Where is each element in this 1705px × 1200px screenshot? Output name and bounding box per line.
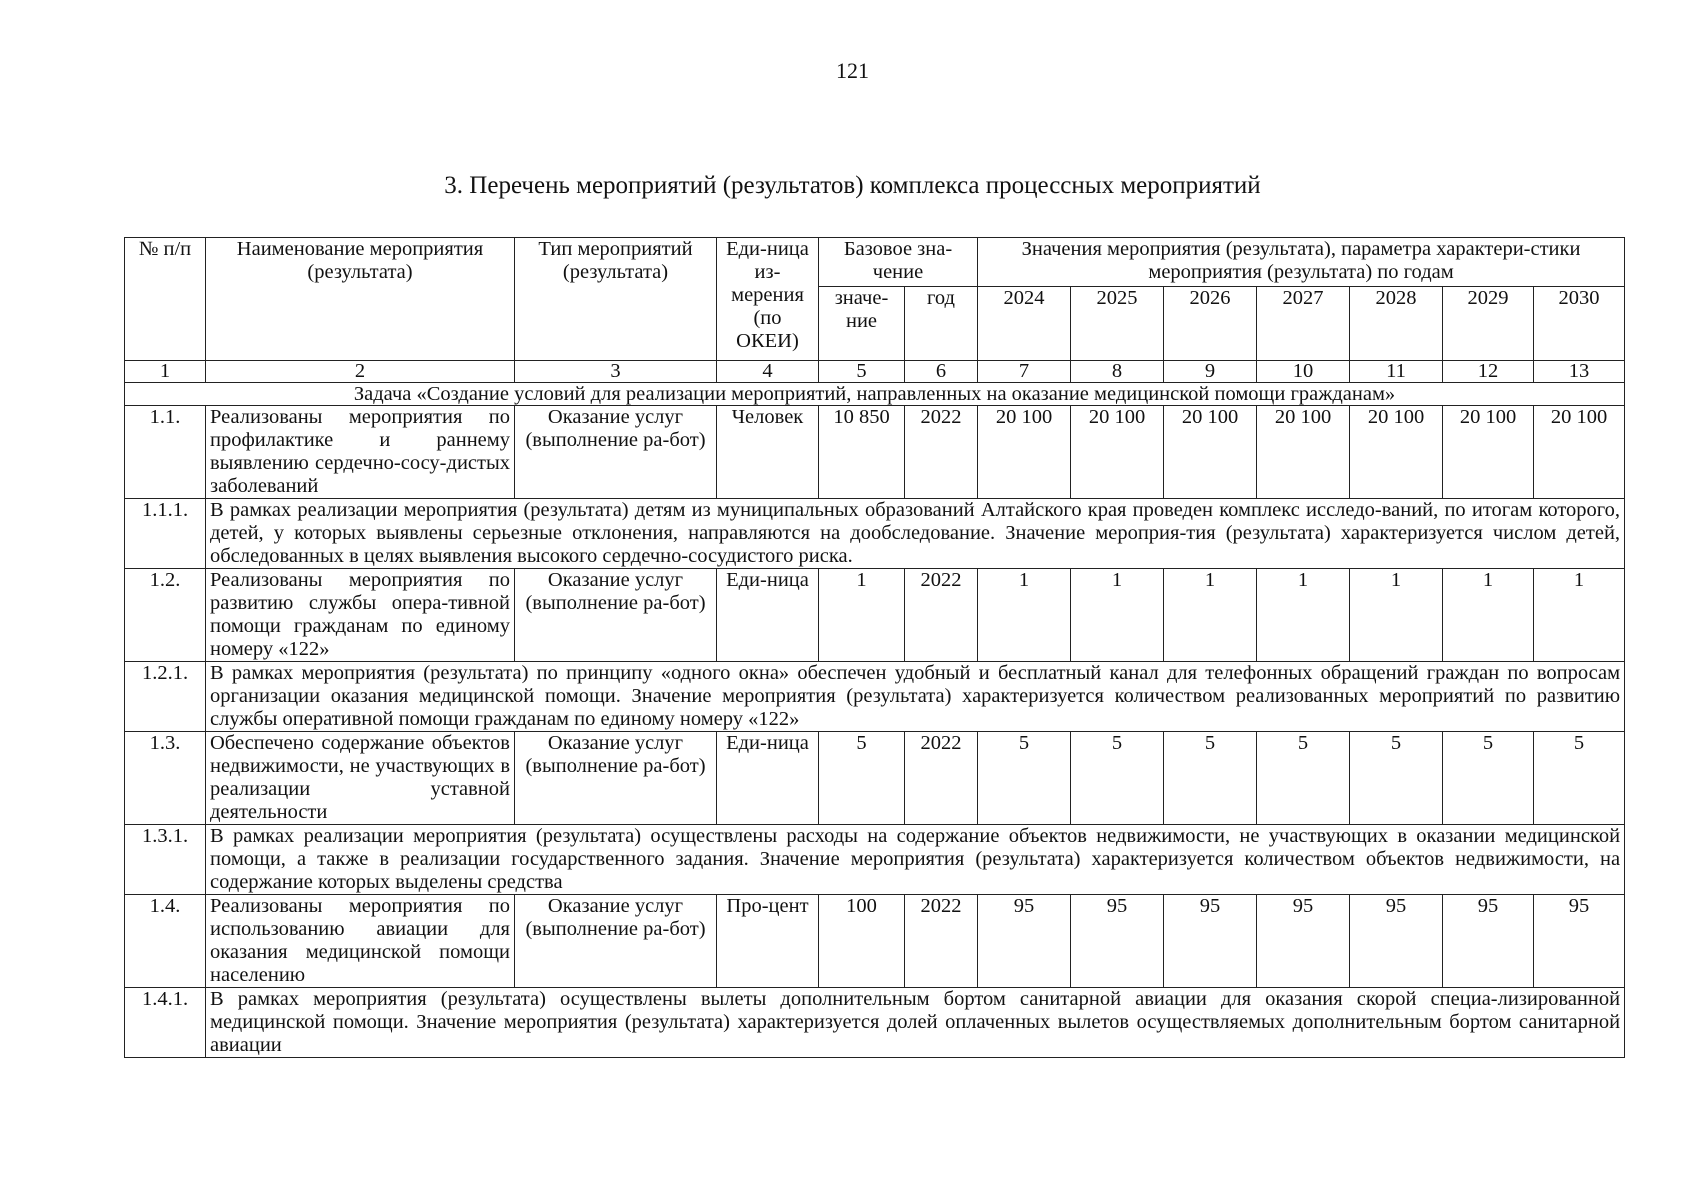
table-row xyxy=(125,895,1625,988)
row-num: 1.2. xyxy=(125,569,206,662)
header-year: 2024 xyxy=(978,287,1071,361)
row-base-year: 2022 xyxy=(905,569,978,662)
row-base-year: 2022 xyxy=(905,732,978,825)
row-base-value: 1 xyxy=(819,569,905,662)
row-year-value: 20 100 xyxy=(1350,406,1443,499)
column-number: 9 xyxy=(1164,361,1257,383)
row-unit: Еди-ница xyxy=(717,569,819,662)
row-year-value: 1 xyxy=(1443,569,1534,662)
row-year-value: 95 xyxy=(1534,895,1625,988)
column-number: 10 xyxy=(1257,361,1350,383)
measures-table xyxy=(124,237,1625,1058)
column-number: 12 xyxy=(1443,361,1534,383)
column-number: 8 xyxy=(1071,361,1164,383)
row-year-value: 1 xyxy=(1350,569,1443,662)
row-year-value: 20 100 xyxy=(1534,406,1625,499)
table-row-description xyxy=(125,825,1625,895)
row-year-value: 1 xyxy=(1071,569,1164,662)
page-number: 121 xyxy=(836,58,869,83)
row-desc-num: 1.1.1. xyxy=(125,499,206,569)
table-row xyxy=(125,406,1625,499)
row-num: 1.1. xyxy=(125,406,206,499)
row-year-value: 5 xyxy=(1164,732,1257,825)
row-year-value: 20 100 xyxy=(978,406,1071,499)
row-num: 1.3. xyxy=(125,732,206,825)
row-name: Обеспечено содержание объектов недвижимости, не участвующих в реализации уставной деятельности xyxy=(206,732,515,825)
row-name: Реализованы мероприятия по профилактике и раннему выявлению сердечно-сосу-дистых заболеваний xyxy=(206,406,515,499)
row-type: Оказание услуг (выполнение ра-бот) xyxy=(515,895,717,988)
table-row xyxy=(125,569,1625,662)
row-name: Реализованы мероприятия по использованию авиации для оказания медицинской помощи населению xyxy=(206,895,515,988)
row-desc-num: 1.2.1. xyxy=(125,662,206,732)
header-name: Наименование мероприятия (результата) xyxy=(206,238,515,361)
task-row xyxy=(125,383,1625,406)
column-number: 1 xyxy=(125,361,206,383)
header-base-year: год xyxy=(905,287,978,361)
table-row-description xyxy=(125,499,1625,569)
column-number: 11 xyxy=(1350,361,1443,383)
row-description: В рамках мероприятия (результата) осуществлены вылеты дополнительным бортом санитарной авиации для оказания скорой специа-лизированной медицинской помощи. Значение мероприятия (результата) характеризуется долей оплаченных вылетов осуществляемых дополнительным бортом санитарной авиации xyxy=(206,988,1625,1058)
header-year: 2028 xyxy=(1350,287,1443,361)
column-number: 13 xyxy=(1534,361,1625,383)
row-year-value: 5 xyxy=(1350,732,1443,825)
header-type: Тип мероприятий (результата) xyxy=(515,238,717,361)
row-year-value: 5 xyxy=(1443,732,1534,825)
row-year-value: 5 xyxy=(978,732,1071,825)
row-year-value: 5 xyxy=(1071,732,1164,825)
header-base: Базовое зна-чение xyxy=(819,238,978,287)
row-year-value: 20 100 xyxy=(1071,406,1164,499)
row-unit: Про-цент xyxy=(717,895,819,988)
header-base-value: значе-ние xyxy=(819,287,905,361)
header-unit: Еди-ница из-мерения (по ОКЕИ) xyxy=(717,238,819,361)
row-year-value: 95 xyxy=(1071,895,1164,988)
row-year-value: 5 xyxy=(1534,732,1625,825)
row-year-value: 95 xyxy=(978,895,1071,988)
row-base-value: 5 xyxy=(819,732,905,825)
row-base-value: 10 850 xyxy=(819,406,905,499)
row-year-value: 5 xyxy=(1257,732,1350,825)
column-number: 4 xyxy=(717,361,819,383)
row-year-value: 95 xyxy=(1350,895,1443,988)
task-title: Задача «Создание условий для реализации мероприятий, направленных на оказание медицинской помощи гражданам» xyxy=(125,383,1625,406)
header-row-1 xyxy=(125,238,1625,287)
column-number: 5 xyxy=(819,361,905,383)
row-base-value: 100 xyxy=(819,895,905,988)
table-row-description xyxy=(125,662,1625,732)
row-year-value: 20 100 xyxy=(1164,406,1257,499)
header-year: 2026 xyxy=(1164,287,1257,361)
row-base-year: 2022 xyxy=(905,895,978,988)
row-description: В рамках реализации мероприятия (результата) детям из муниципальных образований Алтайского края проведен комплекс исследо-ваний, по итогам которого, детей, у которых выявлены серьезные отклонения, направляются на дообследование. Значение мероприя-тия (результата) характеризуется числом детей, обследованных в целях выявления высокого сердечно-сосудистого риска. xyxy=(206,499,1625,569)
row-description: В рамках реализации мероприятия (результата) осуществлены расходы на содержание объектов недвижимости, не участвующих в оказании медицинской помощи, а также в реализации государственного задания. Значение мероприятия (результата) характеризуется количеством объектов недвижимости, на содержание которых выделены средства xyxy=(206,825,1625,895)
header-year: 2030 xyxy=(1534,287,1625,361)
row-year-value: 1 xyxy=(978,569,1071,662)
column-number: 2 xyxy=(206,361,515,383)
row-year-value: 20 100 xyxy=(1443,406,1534,499)
row-desc-num: 1.4.1. xyxy=(125,988,206,1058)
column-number: 3 xyxy=(515,361,717,383)
row-name: Реализованы мероприятия по развитию службы опера-тивной помощи гражданам по единому номеру «122» xyxy=(206,569,515,662)
table-row xyxy=(125,732,1625,825)
row-desc-num: 1.3.1. xyxy=(125,825,206,895)
row-year-value: 95 xyxy=(1443,895,1534,988)
row-type: Оказание услуг (выполнение ра-бот) xyxy=(515,569,717,662)
row-unit: Еди-ница xyxy=(717,732,819,825)
header-num: № п/п xyxy=(125,238,206,361)
column-number: 6 xyxy=(905,361,978,383)
row-year-value: 95 xyxy=(1257,895,1350,988)
header-year: 2029 xyxy=(1443,287,1534,361)
row-year-value: 1 xyxy=(1534,569,1625,662)
column-number: 7 xyxy=(978,361,1071,383)
row-year-value: 1 xyxy=(1257,569,1350,662)
header-year: 2027 xyxy=(1257,287,1350,361)
table-row-description xyxy=(125,988,1625,1058)
row-type: Оказание услуг (выполнение ра-бот) xyxy=(515,732,717,825)
row-num: 1.4. xyxy=(125,895,206,988)
header-values: Значения мероприятия (результата), параметра характери-стики мероприятия (результата) по годам xyxy=(978,238,1625,287)
header-year: 2025 xyxy=(1071,287,1164,361)
row-description: В рамках мероприятия (результата) по принципу «одного окна» обеспечен удобный и бесплатный канал для телефонных обращений граждан по вопросам организации оказания медицинской помощи. Значение мероприятия (результата) характеризуется количеством реализованных мероприятий по развитию службы оперативной помощи гражданам по единому номеру «122» xyxy=(206,662,1625,732)
page-title: 3. Перечень мероприятий (результатов) комплекса процессных мероприятий xyxy=(444,172,1261,199)
row-unit: Человек xyxy=(717,406,819,499)
row-type: Оказание услуг (выполнение ра-бот) xyxy=(515,406,717,499)
row-year-value: 95 xyxy=(1164,895,1257,988)
column-numbers-row xyxy=(125,361,1625,383)
row-year-value: 20 100 xyxy=(1257,406,1350,499)
row-base-year: 2022 xyxy=(905,406,978,499)
row-year-value: 1 xyxy=(1164,569,1257,662)
